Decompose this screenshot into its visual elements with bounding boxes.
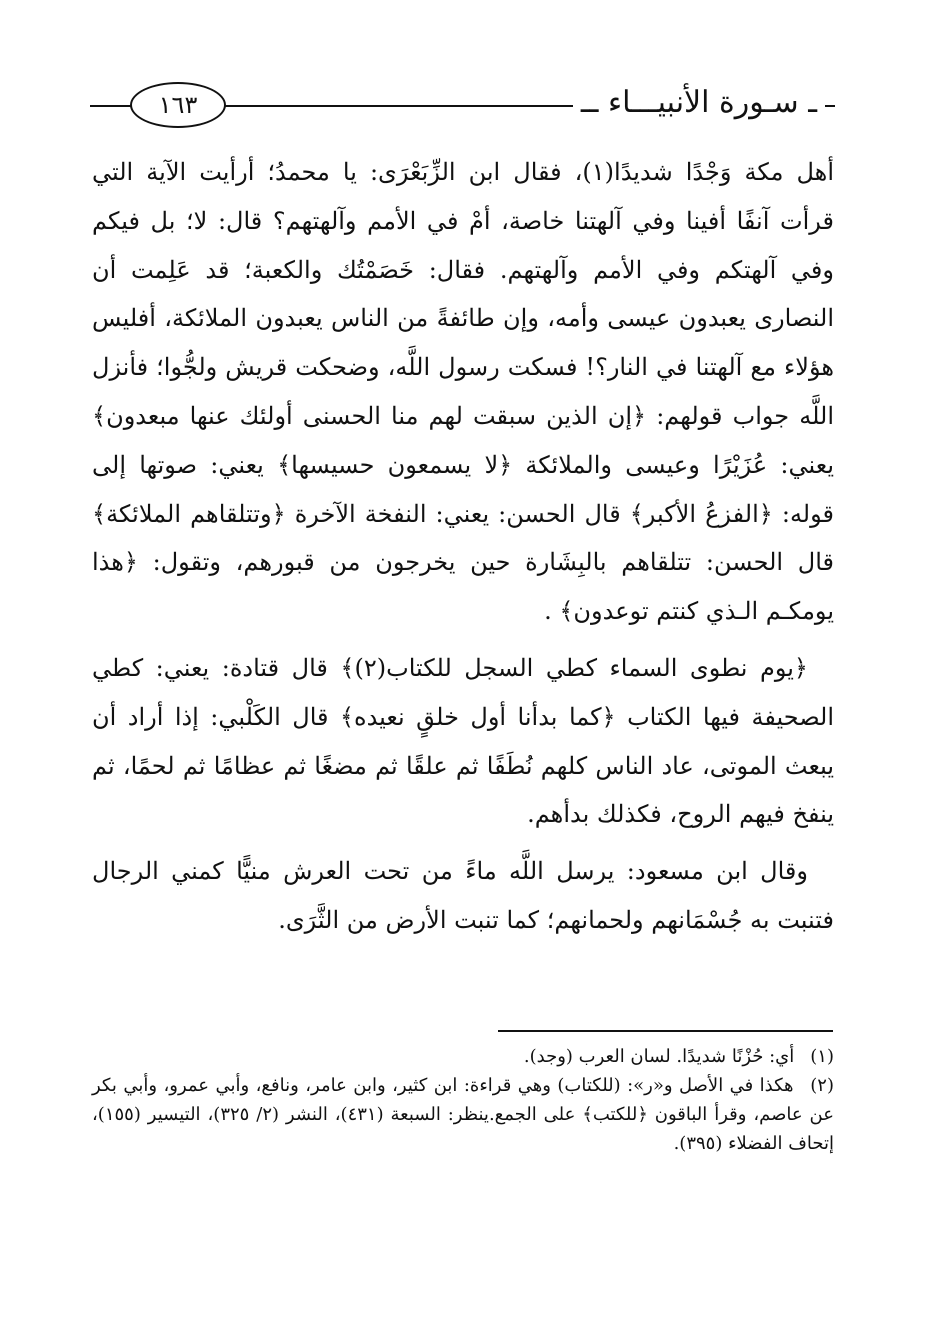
- footnote-number: (٢): [810, 1075, 834, 1096]
- surah-title: ـ سـورة الأنبيـــاء ــ: [573, 80, 825, 126]
- page-header: [90, 72, 835, 134]
- paragraph: وقال ابن مسعود: يرسل اللَّه ماءً من تحت العرش منيًّا كمني الرجال فتنبت به جُسْمَانهم ولحمانهم؛ كما تنبت الأرض من الثَّرَى.: [92, 857, 834, 934]
- paragraph: أهل مكة وَجْدًا شديدًا(١)، فقال ابن الزِّبَعْرَى: يا محمدُ؛ أرأيت الآية التي قرأت آنفًا أفينا وفي آلهتنا خاصة، أمْ في الأمم وآلهتهم؟ قال: لا؛ بل فيكم وفي آلهتكم وفي الأمم وآلهتهم. فقال: خَصَمْتُك والكعبة؛ قد عَلِمت أن النصارى يعبدون عيسى وأمه، وإن طائفةً من الناس يعبدون الملائكة، أفليس هؤلاء مع آلهتنا في النار؟! فسكت رسول اللَّه، وضحكت قريش ولجُّوا؛ فأنزل اللَّه جواب قولهم: ﴿إن الذين سبقت لهم منا الحسنى أولئك عنها مبعدون﴾ يعني: عُزَيْرًا وعيسى والملائكة ﴿لا يسمعون حسيسها﴾ يعني: صوتها إلى قوله: ﴿الفزعُ الأكبر﴾ قال الحسن: يعني: النفخة الآخرة ﴿وتتلقاهم الملائكة﴾ قال الحسن: تتلقاهم بالبِشَارة حين يخرجون من قبورهم، وتقول: ﴿هذا يومكـم الـذي كنتم توعدون﴾ .: [92, 158, 835, 626]
- footnote-text: أي: حُزْنًا شديدًا. لسان العرب (وجد).: [523, 1046, 795, 1067]
- main-text: [92, 148, 834, 953]
- footnote-number: (١): [810, 1046, 834, 1067]
- footnote: [92, 1042, 834, 1071]
- paragraph: ﴿يوم نطوى السماء كطي السجل للكتاب(٢)﴾ قال قتادة: يعني: كطي الصحيفة فيها الكتاب ﴿كما بدأنا أول خلقٍ نعيده﴾ قال الكَلْبي: إذا أراد أن يبعث الموتى، عاد الناس كلهم نُطَفًا ثم علقًا ثم مضغًا ثم عظامًا ثم لحمًا، ثم ينفخ فيهم الروح، فكذلك بدأهم.: [92, 653, 834, 829]
- footnote-separator: [498, 1030, 833, 1032]
- footnotes: [92, 1042, 834, 1158]
- footnote: [92, 1071, 834, 1158]
- page-number: ١٦٣: [130, 82, 226, 128]
- footnote-text: هكذا في الأصل و«ر»: (للكتاب) وهي قراءة: ابن كثير، وابن عامر، ونافع، وأبي عمرو، وأبي بكر عن عاصم، وقرأ الباقون ﴿للكتب﴾ على الجمع.ينظر: السبعة (٤٣١)، النشر (٢/ ٣٢٥)، التيسير (١٥٥)، إتحاف الفضلاء (٣٩٥).: [92, 1075, 834, 1154]
